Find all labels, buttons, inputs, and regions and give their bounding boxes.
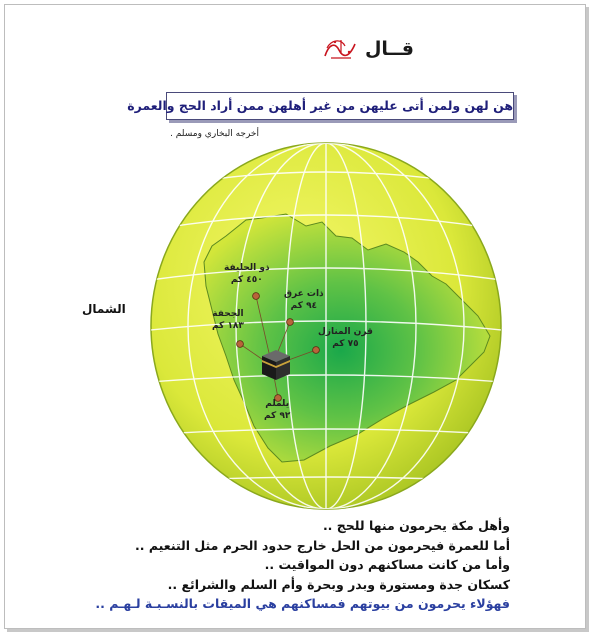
site-distance: ٩٤ كم: [290, 301, 318, 311]
site-name: ذو الحليفة: [224, 263, 270, 273]
site-distance: ٤٥٠ كم: [230, 275, 263, 285]
site-distance: ٩٢ كم: [264, 411, 291, 421]
north-label: الشمال: [82, 302, 126, 316]
site-label-dhul-hulayfah: [224, 262, 270, 286]
site-label-dhat-irq: [284, 288, 324, 312]
note-line: وأما من كانت مساكنهم دون المواقيت ..: [264, 557, 510, 572]
notes-block: [70, 516, 510, 614]
note-line: كسكان جدة ومستورة وبدر وبحرة وأم السلم والشرائع ..: [167, 576, 510, 592]
site-name: قرن المنازل: [318, 327, 373, 337]
kaaba-icon: [262, 350, 290, 380]
note-line: أما للعمرة فيحرمون من الحل خارج حدود الحرم مثل التنعيم ..: [135, 537, 510, 553]
hadith-source: أخرجه البخاري ومسلم .: [170, 129, 259, 139]
pin-dhul-hulayfah: [253, 293, 260, 300]
pin-dhat-irq: [287, 319, 294, 326]
site-name: يلملم: [265, 399, 290, 409]
note-line: وأهل مكة يحرمون منها للحج ..: [322, 518, 510, 533]
site-name: الجحفة: [212, 309, 244, 319]
pin-al-juhfah: [237, 341, 244, 348]
heading-word: قــال: [364, 38, 414, 60]
site-distance: ١٨٣ كم: [212, 321, 244, 331]
site-name: ذات عرق: [284, 289, 324, 299]
final-note: فهؤلاء يحرمون من بيوتهم فمساكنهم هي الميقات بالنسـبـة لـهـم ..: [95, 596, 510, 611]
site-distance: ٧٥ كم: [332, 339, 359, 349]
site-label-qarn-al-manazil: [318, 326, 373, 350]
hadith-text-box: هن لهن ولمن أتى عليهن من غير أهلهن ممن أراد الحج والعمرة: [166, 92, 514, 120]
site-label-yalamlam: [264, 398, 290, 422]
site-label-al-juhfah: [212, 308, 244, 332]
